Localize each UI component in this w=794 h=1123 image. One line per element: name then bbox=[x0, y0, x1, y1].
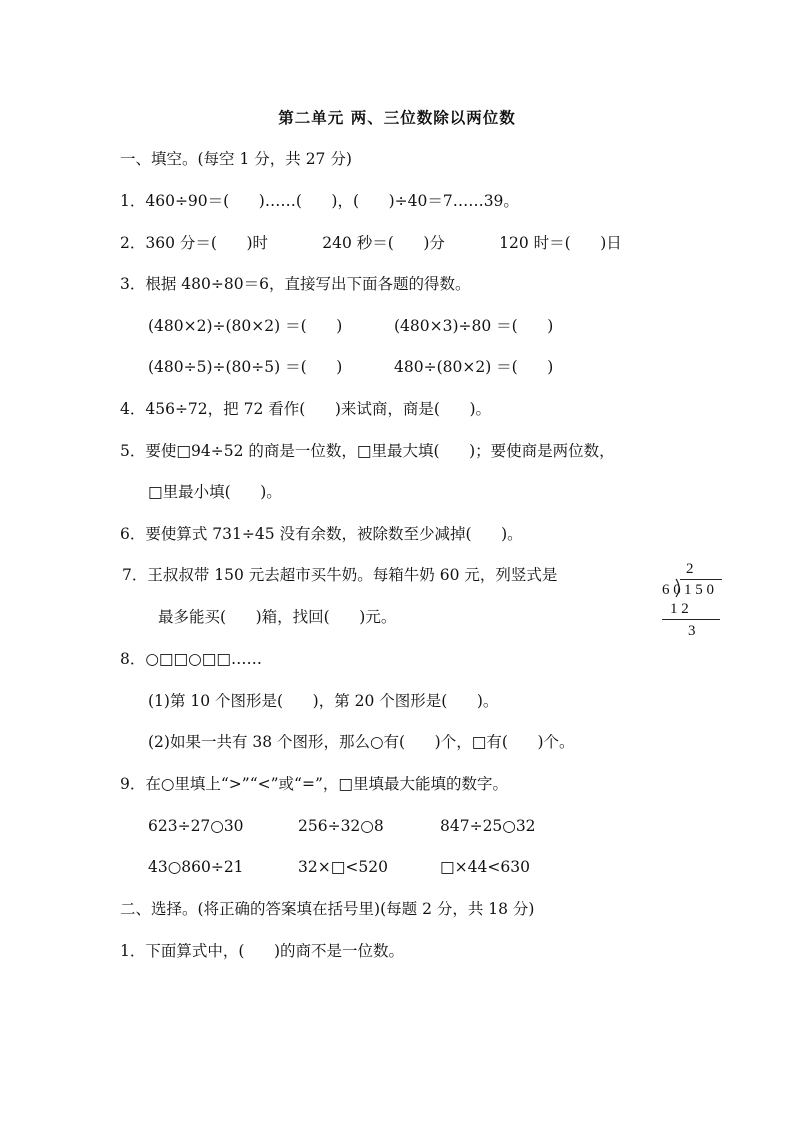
q9-item: 847÷25○32 bbox=[440, 817, 536, 835]
ld-quotient: 2 bbox=[686, 561, 694, 577]
section-2-heading: 二、选择。(将正确的答案填在括号里)(每题 2 分，共 18 分) bbox=[120, 900, 535, 918]
question-5-line-2: □里最小填( )。 bbox=[148, 483, 282, 501]
question-5-line-1: 5．要使□94÷52 的商是一位数，□里最大填( )；要使商是两位数， bbox=[120, 442, 615, 460]
q9-item: 623÷27○30 bbox=[148, 817, 244, 835]
question-7-line-1: 7．王叔叔带 150 元去超市买牛奶。每箱牛奶 60 元，列竖式是 bbox=[122, 566, 558, 584]
question-3a: (480×2)÷(80×2) ＝( ) bbox=[148, 317, 343, 335]
question-1: 1．460÷90＝( )……( )，( )÷40＝7……39。 bbox=[120, 192, 519, 210]
question-6: 6．要使算式 731÷45 没有余数，被除数至少减掉( )。 bbox=[120, 525, 523, 543]
ld-product: 1 2 bbox=[670, 601, 689, 617]
question-8-1: (1)第 10 个图形是( )，第 20 个图形是( )。 bbox=[148, 692, 499, 710]
q9-item: 32×□<520 bbox=[298, 858, 388, 876]
ld-divisor: 6 0 bbox=[662, 582, 681, 598]
question-4: 4．456÷72，把 72 看作( )来试商，商是( )。 bbox=[120, 400, 492, 418]
ld-bottom-rule bbox=[662, 619, 720, 620]
question-3d: 480÷(80×2) ＝( ) bbox=[394, 358, 554, 376]
question-9: 9．在○里填上“>”“<”或“=”，□里填最大能填的数字。 bbox=[120, 775, 509, 793]
question-3c: (480÷5)÷(80÷5) ＝( ) bbox=[148, 358, 343, 376]
q9-item: 256÷32○8 bbox=[298, 817, 384, 835]
question-3b: (480×3)÷80 ＝( ) bbox=[394, 317, 554, 335]
q9-item: 43○860÷21 bbox=[148, 858, 244, 876]
question-7-line-2: 最多能买( )箱，找回( )元。 bbox=[158, 608, 397, 626]
ld-dividend: 1 5 0 bbox=[684, 582, 714, 598]
ld-remainder: 3 bbox=[688, 623, 696, 639]
section-1-heading: 一、填空。(每空 1 分，共 27 分) bbox=[120, 150, 352, 168]
section-2-question-1: 1．下面算式中，( )的商不是一位数。 bbox=[120, 942, 405, 960]
question-8-2: (2)如果一共有 38 个图形，那么○有( )个，□有( )个。 bbox=[148, 733, 575, 751]
question-3: 3．根据 480÷80＝6，直接写出下面各题的得数。 bbox=[120, 275, 471, 293]
page-title: 第二单元 两、三位数除以两位数 bbox=[278, 108, 516, 127]
ld-top-rule bbox=[680, 579, 722, 580]
q9-item: □×44<630 bbox=[440, 858, 530, 876]
question-2: 2．360 分＝( )时 240 秒＝( )分 120 时＝( )日 bbox=[120, 234, 622, 252]
question-8: 8．○□□○□□…… bbox=[120, 650, 262, 668]
